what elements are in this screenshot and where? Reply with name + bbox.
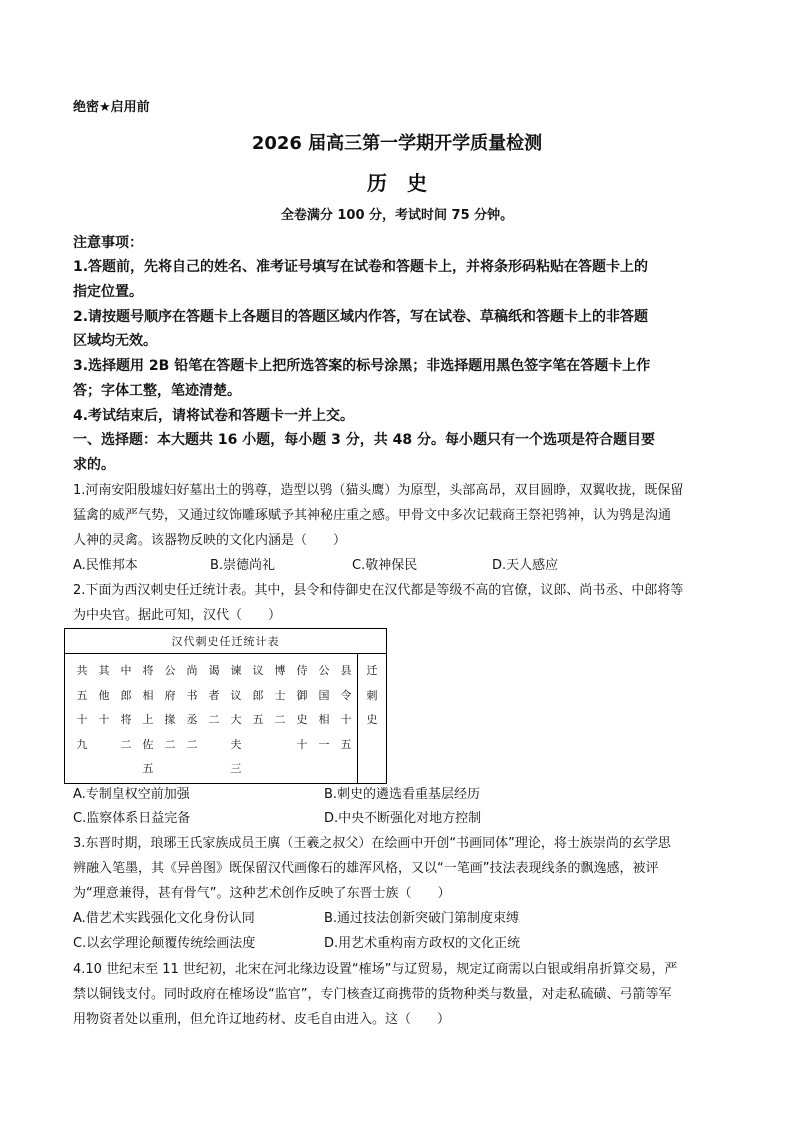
table-column [137, 660, 159, 783]
table-column [269, 660, 291, 783]
q3-option-d[interactable]: D.用艺术重构南方政权的文化正统 [324, 936, 521, 951]
table-column [159, 660, 181, 783]
table-char: 九 [76, 737, 88, 751]
score-note: 全卷满分 100 分，考试时间 75 分钟。 [280, 208, 514, 223]
q1-option-a[interactable]: A.民惟邦本 [73, 558, 138, 573]
table-char: 刺 [366, 688, 378, 702]
table-char: 迁 [366, 664, 378, 677]
note-line: 1.答题前，先将自己的姓名、准考证号填写在试卷和答题卡上，并将条形码粘贴在答题卡上的 [73, 259, 649, 275]
table-char: 二 [164, 737, 176, 751]
table-column [335, 660, 357, 783]
table-char: 掾 [164, 713, 176, 726]
table-char: 侍 [296, 664, 308, 677]
table-char: 史 [366, 713, 378, 726]
table-char: 书 [186, 688, 198, 702]
table-column [93, 660, 115, 783]
table-char: 二 [186, 737, 198, 751]
table-char: 丞 [186, 713, 198, 726]
q2-option-d[interactable]: D.中央不断强化对地方控制 [324, 811, 482, 826]
table-char: 中 [120, 664, 132, 677]
table-char: 十 [98, 713, 110, 726]
q1-option-c[interactable]: C.敬神保民 [352, 558, 418, 573]
question-2-text: 为中央官。据此可知，汉代（ ） [73, 608, 282, 623]
q1-option-d[interactable]: D.天人感应 [492, 558, 559, 573]
table-char: 五 [252, 713, 264, 726]
question-3-text: 为“理意兼得，甚有骨气”。这种艺术创作反映了东晋士族（ ） [73, 886, 451, 901]
q2-option-a[interactable]: A.专制皇权空前加强 [73, 787, 190, 802]
table-column [71, 660, 93, 783]
note-line: 区域均无效。 [73, 333, 157, 349]
confidential-mark: 绝密★启用前 [73, 100, 150, 115]
table-column [115, 660, 137, 783]
stats-table [64, 628, 387, 784]
table-char: 御 [296, 688, 308, 702]
table-last-cell [358, 654, 387, 784]
note-line: 2.请按题号顺序在答题卡上各题目的答题区域内作答，写在试卷、草稿纸和答题卡上的非答题 [73, 309, 649, 325]
table-char: 上 [142, 713, 154, 726]
subject-title: 历 史 [367, 171, 427, 195]
exam-title: 2026 届高三第一学期开学质量检测 [251, 133, 543, 154]
question-1-text: 人神的灵禽。该器物反映的文化内涵是（ ） [73, 533, 347, 548]
table-column [313, 660, 335, 783]
table-char: 尚 [186, 664, 198, 677]
question-3-text: 辨融入笔墨，其《异兽图》既保留汉代画像石的雄浑风格，又以“一笔画”技法表现线条的飘逸感，被评 [73, 861, 659, 876]
table-char: 五 [76, 688, 88, 702]
q3-option-a[interactable]: A.借艺术实践强化文化身份认同 [73, 911, 255, 926]
table-char: 相 [318, 713, 330, 726]
question-4-text: 用物资者处以重刑，但允许辽地药材、皮毛自由进入。这（ ） [73, 1012, 451, 1027]
table-char: 佐 [142, 737, 154, 751]
table-char: 十 [340, 713, 352, 726]
question-1-text: 猛禽的威严气势，又通过纹饰雕琢赋予其神秘庄重之感。甲骨文中多次记载商王祭祀鸮神，认为鸮是沟通 [73, 508, 672, 523]
table-char: 郎 [120, 688, 132, 702]
table-char: 国 [318, 688, 330, 702]
note-line: 4.考试结束后，请将试卷和答题卡一并上交。 [73, 408, 355, 424]
table-char: 三 [230, 762, 242, 775]
table-column [247, 660, 269, 783]
table-char: 十 [76, 713, 88, 726]
table-char: 大 [230, 713, 242, 726]
note-line: 3.选择题用 2B 铅笔在答题卡上把所选答案的标号涂黑；非选择题用黑色签字笔在答题卡上作 [73, 358, 651, 374]
table-char: 史 [296, 713, 308, 726]
section-heading: 一、选择题：本大题共 16 小题，每小题 3 分，共 48 分。每小题只有一个选项是符合题目要 [73, 432, 655, 448]
table-columns [65, 654, 357, 783]
table-char: 将 [120, 713, 132, 726]
table-char: 郎 [252, 688, 264, 702]
q3-option-b[interactable]: B.通过技法创新突破门第制度束缚 [324, 911, 520, 926]
section-heading-cont: 求的。 [73, 457, 115, 473]
table-char: 议 [230, 688, 242, 702]
table-title: 汉代刺史任迁统计表 [65, 629, 387, 654]
question-3-text: 3.东晋时期，琅琊王氏家族成员王廙（王羲之叔父）在绘画中开创“书画同体”理论，将士族崇尚的玄学思 [73, 836, 671, 851]
table-last-column [358, 654, 386, 734]
table-column [203, 660, 225, 783]
table-char: 者 [208, 688, 220, 702]
table-char: 五 [340, 737, 352, 751]
table-char: 公 [318, 664, 330, 677]
table-char: 相 [142, 688, 154, 702]
table-char: 公 [164, 664, 176, 677]
table-column [181, 660, 203, 783]
table-char: 一 [318, 737, 330, 751]
q3-option-c[interactable]: C.以玄学理论颠覆传统绘画法度 [73, 936, 256, 951]
table-char: 十 [296, 737, 308, 751]
table-char: 二 [120, 737, 132, 751]
question-1-text: 1.河南安阳殷墟妇好墓出土的鸮尊，造型以鸮（猫头鹰）为原型，头部高昂，双目圆睁，双翼收拢，既保留 [73, 483, 684, 498]
table-column-last [358, 660, 386, 734]
q1-option-b[interactable]: B.崇德尚礼 [210, 558, 276, 573]
table-char: 谏 [230, 664, 242, 677]
table-char: 议 [252, 664, 264, 677]
table-char: 夫 [230, 737, 242, 751]
table-char: 将 [142, 664, 154, 677]
table-char: 其 [98, 664, 110, 677]
note-line: 指定位置。 [73, 284, 143, 300]
question-2-text: 2.下面为西汉刺史任迁统计表。其中，县令和侍御史在汉代都是等级不高的官僚，议郎、尚书丞、中郎将等 [73, 583, 684, 598]
table-char: 博 [274, 664, 286, 677]
table-column [225, 660, 247, 783]
table-body-cell [65, 654, 358, 784]
table-char: 府 [164, 688, 176, 702]
table-char: 谒 [208, 664, 220, 677]
table-char: 县 [340, 664, 352, 677]
notes-heading: 注意事项： [73, 235, 143, 251]
note-line: 答；字体工整，笔迹清楚。 [73, 383, 241, 399]
table-char: 士 [274, 688, 286, 702]
q2-option-b[interactable]: B.刺史的遴选看重基层经历 [324, 787, 481, 802]
table-char: 令 [340, 688, 352, 702]
table-column [291, 660, 313, 783]
question-4-text: 禁以铜钱支付。同时政府在榷场设“监官”，专门核查辽商携带的货物种类与数量，对走私硫磺、弓箭等军 [73, 987, 672, 1002]
table-char: 共 [76, 664, 88, 677]
table-char: 二 [208, 713, 220, 726]
table-char: 二 [274, 713, 286, 726]
q2-option-c[interactable]: C.监察体系日益完备 [73, 811, 191, 826]
table-char: 五 [142, 762, 154, 775]
question-4-text: 4.10 世纪末至 11 世纪初，北宋在河北缘边设置“榷场”与辽贸易，规定辽商需以白银或绢帛折算交易，严 [73, 962, 678, 977]
table-char: 他 [98, 688, 110, 702]
